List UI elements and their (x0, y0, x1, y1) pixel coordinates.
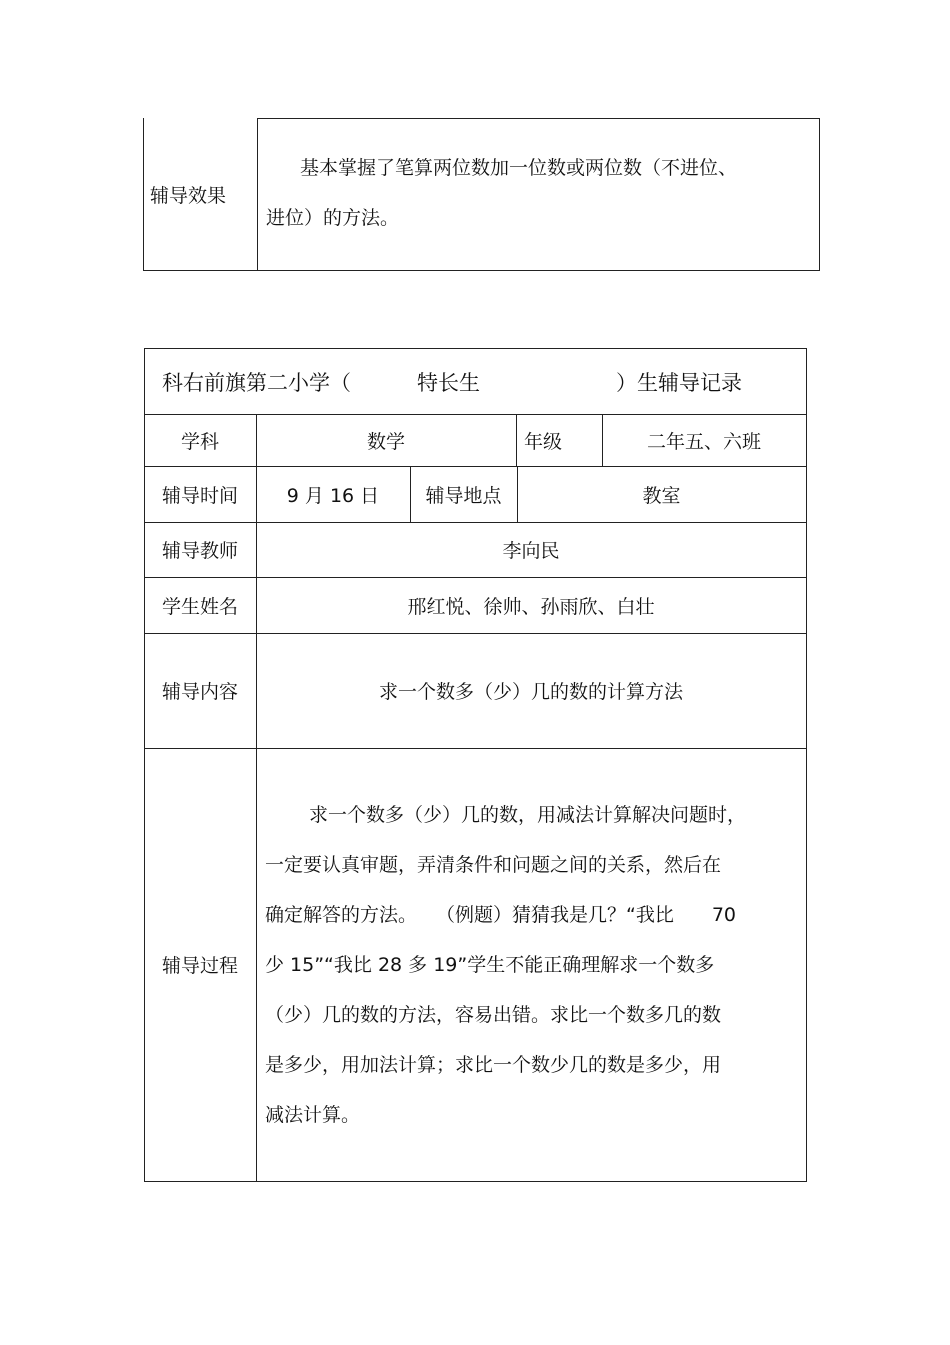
process-line: 减法计算。 (265, 1104, 361, 1126)
content-value: 求一个数多（少）几的数的计算方法 (378, 681, 683, 703)
subject-label: 学科 (180, 430, 219, 453)
effect-label: 辅导效果 (150, 184, 227, 207)
process-line: 少 15”“我比 28 多 19”学生不能正确理解求一个数多 (265, 954, 715, 976)
effect-line: 进位）的方法。 (266, 207, 400, 229)
title-prefix: 科右前旗第二小学（ (162, 370, 351, 395)
process-text (265, 790, 803, 1140)
process-line: 确定解答的方法。 （例题）猜猜我是几？“我比 70 (265, 904, 737, 926)
title-suffix: ）生辅导记录 (616, 370, 742, 395)
process-line: 是多少，用加法计算；求比一个数少几的数是多少，用 (265, 1054, 722, 1076)
record-title (162, 349, 742, 414)
effect-border-left (143, 118, 144, 271)
col-line-outer-right (806, 348, 807, 1182)
students-value: 邢红悦、徐帅、孙雨欣、白壮 (407, 595, 655, 618)
content-label: 辅导内容 (161, 681, 238, 703)
time-value: 9 月 16 日 (286, 484, 380, 507)
teacher-label: 辅导教师 (161, 540, 238, 562)
effect-text (266, 143, 737, 243)
effect-border-top (257, 118, 820, 119)
time-label: 辅导时间 (161, 484, 238, 507)
grade-label: 年级 (524, 430, 563, 453)
students-label: 学生姓名 (161, 595, 238, 618)
title-type: 特长生 (417, 370, 480, 395)
grade-value: 二年五、六班 (646, 430, 761, 453)
subject-value: 数学 (366, 430, 405, 453)
effect-border-right (819, 118, 820, 271)
process-line: 一定要认真审题，弄清条件和问题之间的关系，然后在 (265, 854, 722, 876)
effect-border-mid (257, 118, 258, 271)
teacher-value: 李向民 (502, 540, 560, 562)
process-line: 求一个数多（少）几的数，用减法计算解决问题时， (309, 804, 747, 826)
row-line (144, 1181, 807, 1182)
effect-border-bottom (143, 270, 820, 271)
place-label: 辅导地点 (425, 484, 502, 507)
process-label: 辅导过程 (161, 955, 238, 977)
effect-line: 基本掌握了笔算两位数加一位数或两位数（不进位、 (300, 157, 738, 179)
process-line: （少）几的数的方法，容易出错。求比一个数多几的数 (265, 1004, 722, 1026)
place-value: 教室 (642, 484, 681, 507)
